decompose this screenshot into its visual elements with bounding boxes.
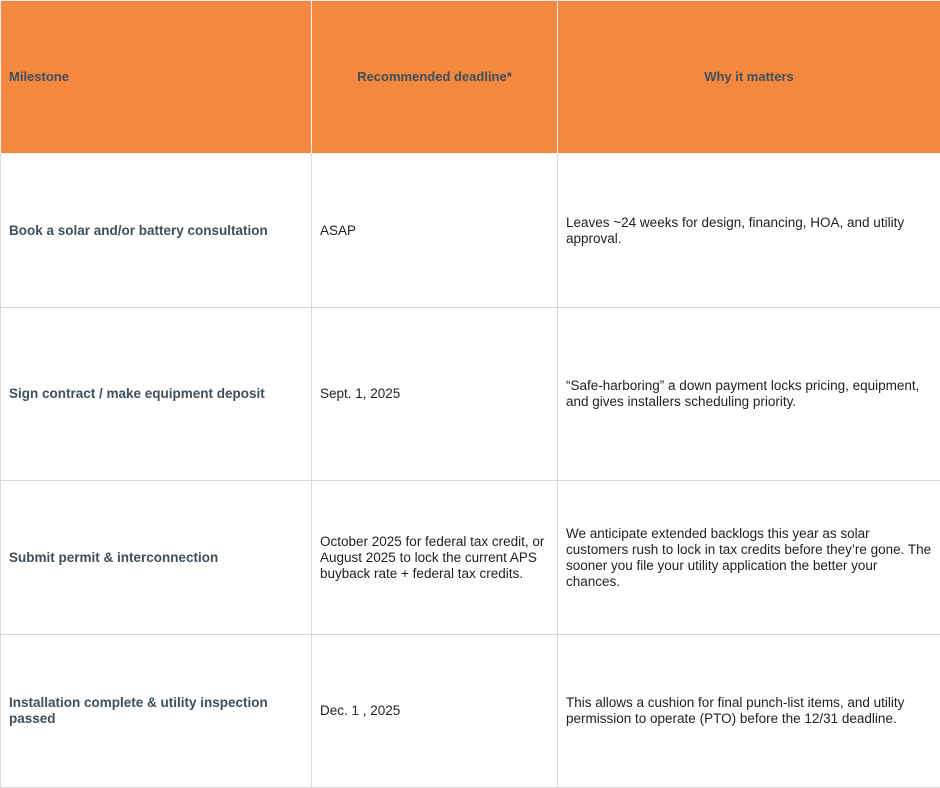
why-cell: This allows a cushion for final punch-list items, and utility permission to operate (PTO) before the 12/31 deadline. <box>558 635 940 788</box>
deadline-column-header: Recommended deadline* <box>312 1 558 154</box>
table-row <box>1 308 940 481</box>
deadline-cell: October 2025 for federal tax credit, or August 2025 to lock the current APS buyback rate + federal tax credits. <box>312 481 558 635</box>
table-row <box>1 154 940 308</box>
deadline-cell: ASAP <box>312 154 558 308</box>
why-cell: “Safe-harboring” a down payment locks pricing, equipment, and gives installers scheduling priority. <box>558 308 940 481</box>
deadline-cell: Sept. 1, 2025 <box>312 308 558 481</box>
milestone-cell: Book a solar and/or battery consultation <box>1 154 312 308</box>
why-cell: We anticipate extended backlogs this year as solar customers rush to lock in tax credits before they’re gone. The sooner you file your utility application the better your chances. <box>558 481 940 635</box>
deadline-cell: Dec. 1 , 2025 <box>312 635 558 788</box>
header-row <box>1 1 940 154</box>
milestone-cell: Sign contract / make equipment deposit <box>1 308 312 481</box>
milestone-column-header: Milestone <box>1 1 312 154</box>
milestone-cell: Installation complete & utility inspection passed <box>1 635 312 788</box>
why-cell: Leaves ~24 weeks for design, financing, HOA, and utility approval. <box>558 154 940 308</box>
why-column-header: Why it matters <box>558 1 940 154</box>
milestone-cell: Submit permit & interconnection <box>1 481 312 635</box>
table-row <box>1 481 940 635</box>
table-row <box>1 635 940 788</box>
